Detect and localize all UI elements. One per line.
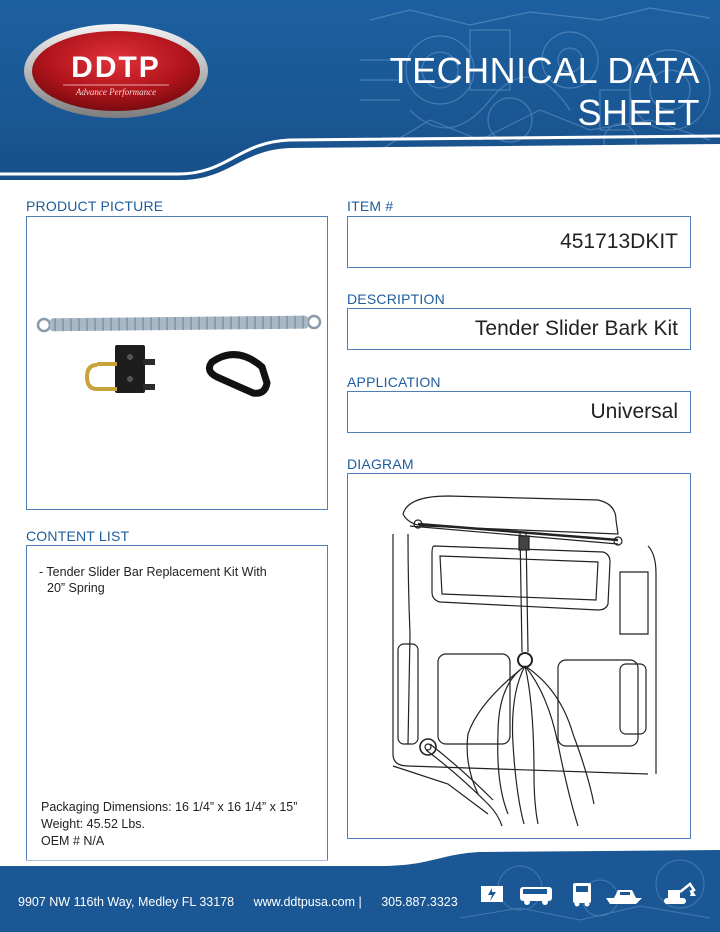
cab-diagram (348, 474, 690, 838)
diagram-label: DIAGRAM (347, 456, 414, 472)
ddtp-logo (23, 23, 209, 119)
bracket (115, 345, 145, 393)
page-title: TECHNICAL DATA SHEET (389, 50, 700, 133)
product-picture-box (26, 216, 328, 510)
logo-tagline: Advance Performance (75, 87, 157, 97)
yacht-icon (604, 880, 644, 908)
logo-wordmark: DDTP (71, 51, 161, 84)
footer-address: 9907 NW 116th Way, Medley FL 33178 (18, 895, 235, 909)
product-photo (27, 217, 327, 509)
description-value: Tender Slider Bark Kit (474, 317, 678, 340)
excavator-icon (658, 880, 698, 908)
truck-icon (570, 880, 594, 908)
carabiner (209, 355, 267, 394)
footer-phone: 305.887.3323 (381, 895, 458, 909)
bus-icon (518, 880, 554, 908)
packaging-dimensions: Packaging Dimensions: 16 1/4” x 16 1/4” x 15” (41, 800, 298, 814)
content-list-box (26, 545, 328, 861)
content-list-item (39, 564, 299, 596)
description-label: DESCRIPTION (347, 291, 445, 307)
item-number: 451713DKIT (560, 230, 678, 253)
footer-icons (478, 880, 708, 912)
item-box (347, 216, 691, 268)
generator-icon (478, 880, 506, 908)
content-item-line-1: - Tender Slider Bar Replacement Kit With (39, 565, 267, 579)
description-box (347, 308, 691, 350)
application-box (347, 391, 691, 433)
product-picture-label: PRODUCT PICTURE (26, 198, 164, 214)
diagram-box (347, 473, 691, 839)
oem-number: OEM # N/A (41, 834, 105, 848)
spring-hook-left (38, 319, 50, 331)
item-label: ITEM # (347, 198, 394, 214)
content-list-label: CONTENT LIST (26, 528, 130, 544)
application-label: APPLICATION (347, 374, 441, 390)
application-value: Universal (590, 400, 678, 423)
spring-hook-right (308, 316, 320, 328)
header-banner (0, 0, 720, 185)
u-bolt (87, 365, 97, 389)
footer-website[interactable]: www.ddtpusa.com | (253, 895, 362, 909)
content-item-line-2: 20” Spring (47, 581, 105, 595)
header-curve (0, 130, 720, 185)
weight: Weight: 45.52 Lbs. (41, 817, 146, 831)
packaging-info (41, 799, 331, 850)
spring-body (50, 316, 308, 332)
footer-contact (18, 895, 468, 909)
